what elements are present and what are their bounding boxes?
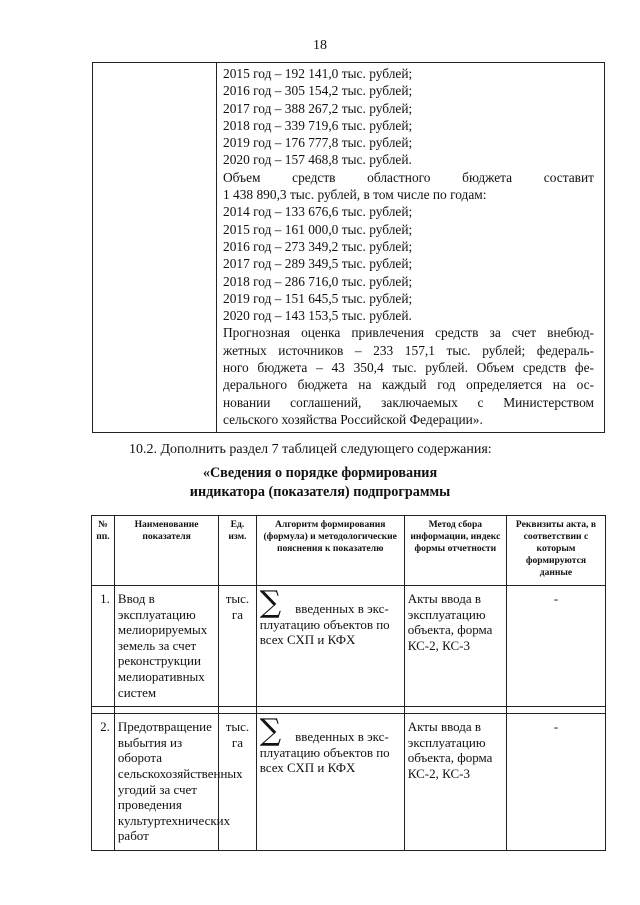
indicator-name: Предотвращение выбытия из оборота сельскохозяйственных угодий за счет проведения культуртехнических работ bbox=[114, 714, 218, 851]
forecast-text-line: Прогнозная оценка привлечения средств за счет внебюд- bbox=[223, 325, 594, 341]
funding-line: 2018 год – 339 719,6 тыс. рублей; bbox=[223, 117, 413, 133]
funding-details-cell bbox=[217, 63, 605, 433]
regional-funding-line: 2017 год – 289 349,5 тыс. рублей; bbox=[223, 256, 413, 272]
table-row bbox=[92, 586, 606, 707]
table-title bbox=[0, 464, 640, 502]
regional-funding-line: 2015 год – 161 000,0 тыс. рублей; bbox=[223, 221, 413, 237]
regional-funding-line: 2014 год – 133 676,6 тыс. рублей; bbox=[223, 204, 413, 220]
funding-line: 2019 год – 176 777,8 тыс. рублей; bbox=[223, 135, 413, 151]
header-algorithm: Алгоритм формирования (формула) и методологические пояснения к показателю bbox=[256, 516, 404, 586]
header-unit: Ед. изм. bbox=[219, 516, 257, 586]
forecast-text-line: сельского хозяйства Российской Федерации». bbox=[223, 411, 483, 427]
page-number: 18 bbox=[313, 38, 327, 53]
table-title-line1: «Сведения о порядке формирования bbox=[202, 465, 438, 481]
regional-budget-intro: Объем средств областного бюджета составит bbox=[223, 169, 594, 185]
table-header-row bbox=[92, 516, 606, 586]
sigma-icon: ∑ bbox=[259, 713, 282, 749]
forecast-text-line: ного бюджета – 43 350,4 тыс. рублей. Объем средств фе- bbox=[223, 360, 594, 376]
unit-of-measure: тыс. га bbox=[219, 714, 257, 851]
regional-funding-line: 2018 год – 286 716,0 тыс. рублей; bbox=[223, 273, 413, 289]
regional-budget-total: 1 438 890,3 тыс. рублей, в том числе по годам: bbox=[223, 187, 487, 203]
row-number: 2. bbox=[92, 714, 115, 851]
program-funding-table bbox=[92, 62, 605, 433]
header-num: № пп. bbox=[92, 516, 115, 586]
funding-line: 2015 год – 192 141,0 тыс. рублей; bbox=[223, 66, 413, 81]
collection-method: Акты ввода в эксплуатацию объекта, форма КС-2, КС-3 bbox=[404, 586, 506, 707]
empty-label-cell bbox=[93, 63, 217, 433]
row-separator bbox=[92, 707, 606, 714]
algorithm-text: плуатацию объектов по всех СХП и КФХ bbox=[259, 744, 390, 776]
funding-line: 2017 год – 388 267,2 тыс. рублей; bbox=[223, 100, 413, 116]
header-name: Наименование показателя bbox=[114, 516, 218, 586]
algorithm-text: плуатацию объектов по всех СХП и КФХ bbox=[259, 616, 390, 648]
regional-funding-line: 2016 год – 273 349,2 тыс. рублей; bbox=[223, 238, 413, 254]
header-method: Метод сбора информации, индекс формы отчетности bbox=[404, 516, 506, 586]
algorithm-text: введенных в экс- bbox=[295, 601, 389, 616]
algorithm-text: введенных в экс- bbox=[295, 729, 389, 745]
funding-line: 2016 год – 305 154,2 тыс. рублей; bbox=[223, 83, 413, 99]
table-row bbox=[92, 714, 606, 851]
sigma-icon: ∑ bbox=[259, 585, 282, 620]
forecast-text-line: дерального бюджета на каждый год определяется на ос- bbox=[223, 377, 594, 393]
regional-funding-line: 2020 год – 143 153,5 тыс. рублей. bbox=[223, 308, 412, 324]
forecast-text-line: новании соглашений, заключаемых с Министерством bbox=[223, 394, 594, 410]
algorithm-cell bbox=[256, 586, 404, 707]
algorithm-cell bbox=[256, 714, 404, 851]
regional-funding-line: 2019 год – 151 645,5 тыс. рублей; bbox=[223, 290, 413, 306]
collection-method: Акты ввода в эксплуатацию объекта, форма КС-2, КС-3 bbox=[404, 714, 506, 851]
funding-line: 2020 год – 157 468,8 тыс. рублей. bbox=[223, 152, 412, 168]
unit-of-measure: тыс. га bbox=[219, 586, 257, 707]
header-requisites: Реквизиты акта, в соответствии с которым формируются данные bbox=[506, 516, 605, 586]
act-requisites: - bbox=[506, 586, 605, 707]
row-number: 1. bbox=[92, 586, 115, 707]
indicator-table bbox=[91, 515, 606, 851]
indicator-name: Ввод в эксплуатацию мелиорируемых земель за счет реконструкции мелиоративных систем bbox=[114, 586, 218, 707]
table-title-line2: индикатора (показателя) подпрограммы bbox=[189, 484, 451, 500]
forecast-text-line: жетных источников – 233 157,1 тыс. рублей; федераль- bbox=[223, 342, 594, 358]
act-requisites: - bbox=[506, 714, 605, 851]
section-instruction: 10.2. Дополнить раздел 7 таблицей следующего содержания: bbox=[129, 442, 492, 457]
